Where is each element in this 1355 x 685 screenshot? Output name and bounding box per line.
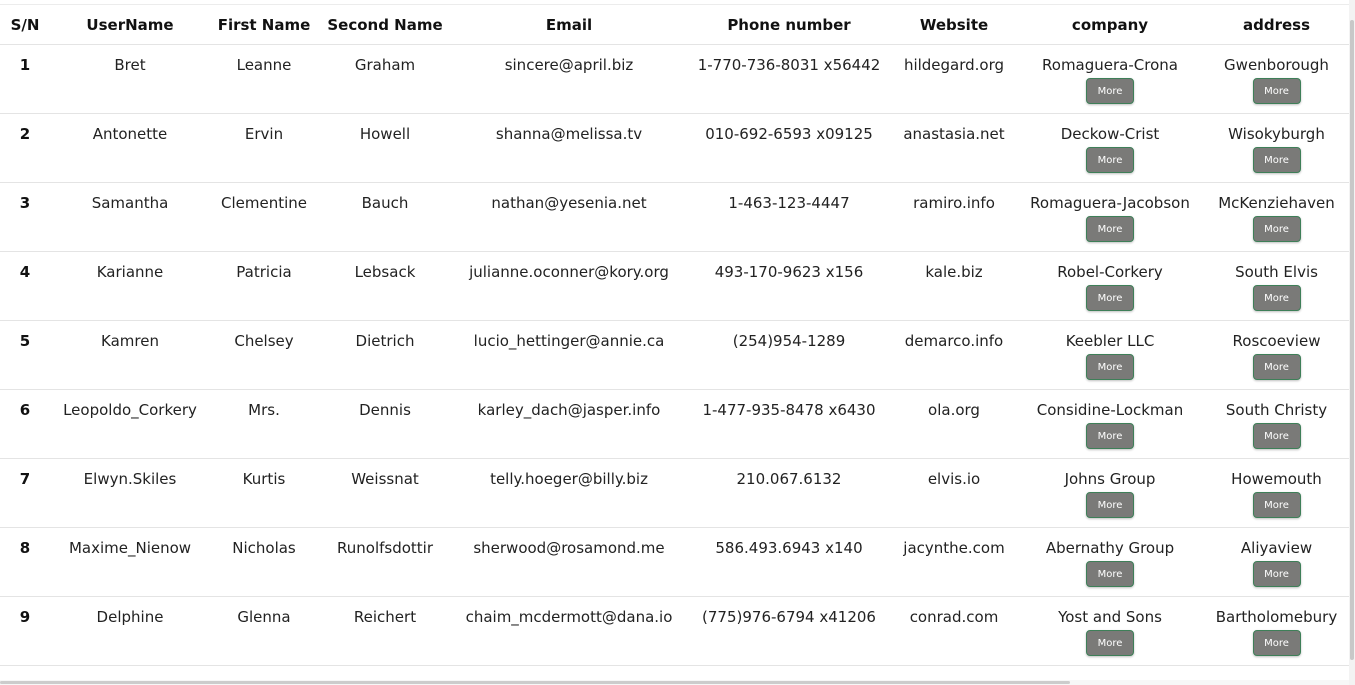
row-first-name-text: Chelsey	[234, 332, 294, 350]
row-email-text: sherwood@rosamond.me	[473, 539, 665, 557]
address-more-button[interactable]: More	[1253, 216, 1301, 242]
row-username	[50, 45, 210, 114]
table-body	[0, 45, 1349, 666]
row-website-text: ola.org	[928, 401, 980, 419]
column-header-address: address	[1204, 5, 1349, 45]
row-address-text: McKenziehaven	[1218, 194, 1335, 212]
row-second-name	[318, 45, 452, 114]
row-website	[892, 459, 1016, 528]
company-more-button[interactable]: More	[1086, 630, 1134, 656]
row-phone-text: (775)976-6794 x41206	[702, 608, 876, 626]
company-more-button[interactable]: More	[1086, 147, 1134, 173]
row-first-name	[210, 252, 318, 321]
row-website	[892, 528, 1016, 597]
row-email	[452, 114, 686, 183]
row-phone-text: 1-463-123-4447	[728, 194, 850, 212]
row-address	[1204, 45, 1349, 114]
table-row	[0, 183, 1349, 252]
row-website	[892, 252, 1016, 321]
table-row	[0, 459, 1349, 528]
row-username-text: Kamren	[101, 332, 159, 350]
row-email	[452, 183, 686, 252]
row-second-name-text: Weissnat	[351, 470, 419, 488]
row-second-name-text: Dietrich	[355, 332, 415, 350]
row-company	[1016, 321, 1204, 390]
row-email-text: karley_dach@jasper.info	[477, 401, 661, 419]
row-address-text: Howemouth	[1231, 470, 1322, 488]
column-header-website: Website	[892, 5, 1016, 45]
row-second-name	[318, 183, 452, 252]
row-phone	[686, 390, 892, 459]
row-address-text: South Elvis	[1235, 263, 1318, 281]
row-website	[892, 597, 1016, 666]
row-first-name-text: Nicholas	[232, 539, 296, 557]
row-address-text: Aliyaview	[1240, 539, 1313, 557]
row-username	[50, 597, 210, 666]
vertical-scrollbar-thumb[interactable]	[1350, 20, 1354, 660]
row-phone-text: 586.493.6943 x140	[715, 539, 863, 557]
row-first-name-text: Mrs.	[248, 401, 280, 419]
row-phone-text: 010-692-6593 x09125	[705, 125, 873, 143]
row-sn	[0, 390, 50, 459]
row-website	[892, 114, 1016, 183]
row-sn-text: 2	[19, 125, 31, 143]
row-company	[1016, 114, 1204, 183]
row-sn-text: 1	[19, 56, 31, 74]
row-company-text: Robel-Corkery	[1057, 263, 1163, 281]
address-more-button[interactable]: More	[1253, 630, 1301, 656]
row-address	[1204, 252, 1349, 321]
row-second-name-text: Howell	[359, 125, 411, 143]
row-phone	[686, 528, 892, 597]
table-row	[0, 45, 1349, 114]
company-more-button[interactable]: More	[1086, 423, 1134, 449]
row-phone-text: 493-170-9623 x156	[714, 263, 864, 281]
row-website	[892, 321, 1016, 390]
row-email-text: lucio_hettinger@annie.ca	[473, 332, 665, 350]
row-first-name	[210, 528, 318, 597]
row-company	[1016, 252, 1204, 321]
row-second-name	[318, 321, 452, 390]
row-company-text: Johns Group	[1064, 470, 1156, 488]
row-first-name-text: Clementine	[220, 194, 307, 212]
row-address	[1204, 183, 1349, 252]
row-second-name	[318, 114, 452, 183]
row-address	[1204, 114, 1349, 183]
row-username-text: Elwyn.Skiles	[83, 470, 177, 488]
row-sn-text: 4	[19, 263, 31, 281]
row-company-text: Romaguera-Jacobson	[1030, 194, 1190, 212]
horizontal-scrollbar-thumb[interactable]	[0, 681, 1070, 684]
row-sn	[0, 45, 50, 114]
row-phone	[686, 183, 892, 252]
row-company-text: Deckow-Crist	[1060, 125, 1160, 143]
row-first-name-text: Glenna	[237, 608, 291, 626]
users-table	[0, 5, 1349, 666]
row-sn	[0, 528, 50, 597]
row-website-text: hildegard.org	[903, 56, 1005, 74]
row-second-name-text: Dennis	[359, 401, 411, 419]
table-row	[0, 597, 1349, 666]
company-more-button[interactable]: More	[1086, 216, 1134, 242]
row-username	[50, 528, 210, 597]
row-first-name	[210, 114, 318, 183]
row-sn	[0, 183, 50, 252]
row-address-text: Roscoeview	[1232, 332, 1321, 350]
column-header-phone: Phone number	[686, 5, 892, 45]
address-more-button[interactable]: More	[1253, 423, 1301, 449]
company-more-button[interactable]: More	[1086, 78, 1134, 104]
row-username	[50, 390, 210, 459]
row-company	[1016, 528, 1204, 597]
row-first-name	[210, 390, 318, 459]
row-address	[1204, 459, 1349, 528]
row-sn-text: 5	[19, 332, 31, 350]
row-username	[50, 459, 210, 528]
row-sn	[0, 252, 50, 321]
row-email	[452, 252, 686, 321]
column-header-company: company	[1016, 5, 1204, 45]
row-second-name	[318, 597, 452, 666]
row-sn-text: 8	[19, 539, 31, 557]
row-sn	[0, 459, 50, 528]
row-sn-text: 6	[19, 401, 31, 419]
row-email-text: sincere@april.biz	[504, 56, 634, 74]
row-username	[50, 252, 210, 321]
row-first-name	[210, 321, 318, 390]
row-sn	[0, 597, 50, 666]
row-phone	[686, 321, 892, 390]
row-first-name-text: Kurtis	[242, 470, 286, 488]
row-second-name	[318, 459, 452, 528]
row-email	[452, 528, 686, 597]
table-header	[0, 5, 1349, 45]
row-phone	[686, 459, 892, 528]
row-first-name-text: Patricia	[236, 263, 292, 281]
row-username-text: Delphine	[96, 608, 164, 626]
row-first-name-text: Leanne	[236, 56, 292, 74]
address-more-button[interactable]: More	[1253, 147, 1301, 173]
row-username-text: Leopoldo_Corkery	[63, 401, 197, 419]
row-email	[452, 45, 686, 114]
row-email-text: telly.hoeger@billy.biz	[490, 470, 648, 488]
row-second-name	[318, 252, 452, 321]
row-address-text: Gwenborough	[1224, 56, 1329, 74]
row-address-text: Bartholomebury	[1215, 608, 1338, 626]
row-phone	[686, 45, 892, 114]
row-company	[1016, 183, 1204, 252]
row-second-name-text: Runolfsdottir	[337, 539, 433, 557]
row-email	[452, 321, 686, 390]
row-second-name	[318, 390, 452, 459]
table-row	[0, 114, 1349, 183]
row-second-name	[318, 528, 452, 597]
row-phone-text: 1-477-935-8478 x6430	[702, 401, 876, 419]
row-company-text: Yost and Sons	[1058, 608, 1162, 626]
row-username-text: Maxime_Nienow	[68, 539, 192, 557]
row-email-text: chaim_mcdermott@dana.io	[465, 608, 673, 626]
row-company-text: Abernathy Group	[1045, 539, 1175, 557]
column-header-email: Email	[452, 5, 686, 45]
row-email-text: shanna@melissa.tv	[495, 125, 643, 143]
table-row	[0, 321, 1349, 390]
row-address	[1204, 390, 1349, 459]
row-website-text: jacynthe.com	[903, 539, 1005, 557]
row-username-text: Karianne	[96, 263, 164, 281]
row-company-text: Considine-Lockman	[1036, 401, 1184, 419]
row-email	[452, 597, 686, 666]
address-more-button[interactable]: More	[1253, 492, 1301, 518]
row-website-text: demarco.info	[904, 332, 1004, 350]
company-more-button[interactable]: More	[1086, 561, 1134, 587]
row-email	[452, 390, 686, 459]
address-more-button[interactable]: More	[1253, 285, 1301, 311]
row-website-text: kale.biz	[925, 263, 983, 281]
row-sn-text: 7	[19, 470, 31, 488]
row-first-name	[210, 597, 318, 666]
company-more-button[interactable]: More	[1086, 285, 1134, 311]
address-more-button[interactable]: More	[1253, 561, 1301, 587]
row-website	[892, 183, 1016, 252]
table-row	[0, 252, 1349, 321]
company-more-button[interactable]: More	[1086, 354, 1134, 380]
row-sn	[0, 321, 50, 390]
row-website	[892, 45, 1016, 114]
column-header-first-name: First Name	[210, 5, 318, 45]
row-first-name-text: Ervin	[244, 125, 284, 143]
row-website-text: anastasia.net	[903, 125, 1005, 143]
row-phone	[686, 597, 892, 666]
row-address-text: South Christy	[1225, 401, 1328, 419]
row-second-name-text: Graham	[354, 56, 416, 74]
address-more-button[interactable]: More	[1253, 354, 1301, 380]
row-first-name	[210, 183, 318, 252]
row-company	[1016, 459, 1204, 528]
row-company	[1016, 45, 1204, 114]
row-company-text: Romaguera-Crona	[1042, 56, 1178, 74]
column-header-sn: S/N	[0, 5, 50, 45]
row-username-text: Antonette	[92, 125, 168, 143]
row-second-name-text: Reichert	[353, 608, 417, 626]
row-website	[892, 390, 1016, 459]
row-company	[1016, 597, 1204, 666]
company-more-button[interactable]: More	[1086, 492, 1134, 518]
horizontal-scrollbar[interactable]	[0, 680, 1349, 685]
row-second-name-text: Lebsack	[354, 263, 416, 281]
row-username	[50, 114, 210, 183]
row-address	[1204, 321, 1349, 390]
vertical-scrollbar[interactable]	[1349, 0, 1355, 685]
row-company	[1016, 390, 1204, 459]
row-website-text: ramiro.info	[913, 194, 995, 212]
row-second-name-text: Bauch	[361, 194, 409, 212]
row-phone-text: 210.067.6132	[736, 470, 842, 488]
column-header-username: UserName	[50, 5, 210, 45]
row-website-text: elvis.io	[927, 470, 981, 488]
row-address-text: Wisokyburgh	[1228, 125, 1325, 143]
row-phone-text: 1-770-736-8031 x56442	[697, 56, 881, 74]
row-email-text: julianne.oconner@kory.org	[469, 263, 669, 281]
row-company-text: Keebler LLC	[1065, 332, 1155, 350]
header-row	[0, 5, 1349, 45]
row-email-text: nathan@yesenia.net	[491, 194, 647, 212]
row-username	[50, 321, 210, 390]
row-sn-text: 3	[19, 194, 31, 212]
address-more-button[interactable]: More	[1253, 78, 1301, 104]
row-phone	[686, 114, 892, 183]
row-sn	[0, 114, 50, 183]
row-address	[1204, 597, 1349, 666]
row-username	[50, 183, 210, 252]
row-username-text: Bret	[114, 56, 146, 74]
row-website-text: conrad.com	[909, 608, 999, 626]
row-email	[452, 459, 686, 528]
row-address	[1204, 528, 1349, 597]
row-first-name	[210, 459, 318, 528]
row-phone	[686, 252, 892, 321]
row-username-text: Samantha	[91, 194, 169, 212]
row-sn-text: 9	[19, 608, 31, 626]
row-first-name	[210, 45, 318, 114]
column-header-second-name: Second Name	[318, 5, 452, 45]
row-phone-text: (254)954-1289	[732, 332, 846, 350]
table-row	[0, 528, 1349, 597]
table-row	[0, 390, 1349, 459]
